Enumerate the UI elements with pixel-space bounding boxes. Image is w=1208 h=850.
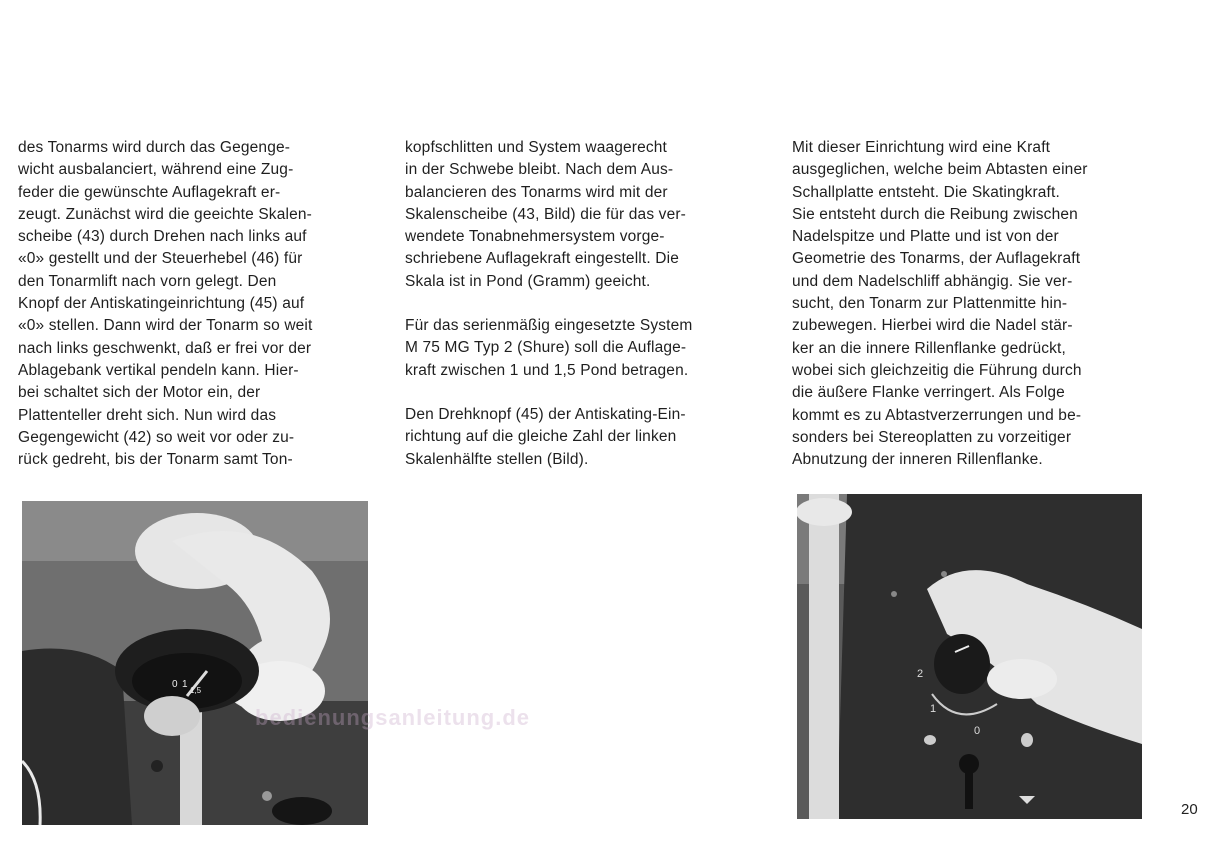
text-line: des Tonarms wird durch das Gegenge- [18, 139, 291, 156]
text-line: Skala ist in Pond (Gramm) geeicht. [405, 272, 651, 290]
page-number: 20 [1181, 801, 1198, 818]
text-line: zeugt. Zunächst wird die geeichte Skalen- [18, 205, 312, 223]
scale-label-1: 1 [930, 703, 937, 715]
text-line: feder die gewünschte Auflagekraft er- [18, 183, 281, 201]
text-column-3 [792, 137, 1142, 471]
text-line: Nadelspitze und Platte und ist von der [792, 228, 1059, 246]
watermark: bedienungsanleitung.de [255, 705, 531, 730]
text-line: M 75 MG Typ 2 (Shure) soll die Auflage- [405, 339, 687, 357]
text-line: schriebene Auflagekraft eingestellt. Die [405, 250, 679, 268]
text-line: zubewegen. Hierbei wird die Nadel stär- [792, 317, 1073, 335]
text-column-1 [18, 137, 363, 471]
text-line: Den Drehknopf (45) der Antiskating-Ein- [405, 405, 686, 423]
scale-label-2: 2 [917, 668, 924, 680]
paragraph-gap [405, 293, 750, 315]
text-line: richtung auf die gleiche Zahl der linken [405, 428, 677, 446]
text-line: und dem Nadelschliff abhängig. Sie ver- [792, 272, 1073, 290]
scale-label-0: 0 [172, 679, 178, 690]
text-line: wobei sich gleichzeitig die Führung durch [792, 361, 1082, 379]
text-line: Knopf der Antiskatingeinrichtung (45) auf [18, 295, 305, 313]
text-line: «0» stellen. Dann wird der Tonarm so weit [18, 317, 313, 335]
paragraph-gap [405, 382, 750, 404]
text-line: Geometrie des Tonarms, der Auflagekraft [792, 250, 1081, 268]
text-line: bei schaltet sich der Motor ein, der [18, 384, 261, 402]
scale-label-0: 0 [974, 725, 981, 737]
text-line: rück gedreht, bis der Tonarm samt Ton- [18, 451, 293, 469]
text-line: kommt es zu Abtastverzerrungen und be- [792, 406, 1082, 424]
text-line: nach links geschwenkt, daß er frei vor der [18, 339, 312, 357]
text-line: Abnutzung der inneren Rillenflanke. [792, 451, 1043, 469]
text-line: Gegengewicht (42) so weit vor oder zu- [18, 428, 295, 446]
text-line: scheibe (43) durch Drehen nach links auf [18, 228, 307, 246]
text-line: Mit dieser Einrichtung wird eine Kraft [792, 139, 1051, 156]
text-line: Ablagebank vertikal pendeln kann. Hier- [18, 361, 299, 379]
text-line: die äußere Flanke verringert. Als Folge [792, 384, 1065, 402]
text-line: Schallplatte entsteht. Die Skatingkraft. [792, 183, 1060, 201]
text-line: Plattenteller dreht sich. Nun wird das [18, 406, 277, 424]
scale-label-1: 1 [182, 679, 188, 690]
text-line: wendete Tonabnehmersystem vorge- [405, 228, 665, 246]
photo-antiskating-knob [797, 494, 1142, 819]
text-line: Skalenscheibe (43, Bild) die für das ver- [405, 205, 686, 223]
text-line: in der Schwebe bleibt. Nach dem Aus- [405, 161, 674, 179]
photo-tonearm-counterweight [22, 501, 368, 825]
text-line: kraft zwischen 1 und 1,5 Pond betragen. [405, 361, 689, 379]
text-line: Sie entsteht durch die Reibung zwischen [792, 205, 1078, 223]
text-line: Skalenhälfte stellen (Bild). [405, 450, 589, 468]
text-line: sonders bei Stereoplatten zu vorzeitiger [792, 428, 1072, 446]
text-line: den Tonarmlift nach vorn gelegt. Den [18, 272, 277, 290]
text-line: ausgeglichen, welche beim Abtasten einer [792, 161, 1088, 179]
text-line: kopfschlitten und System waagerecht [405, 139, 667, 156]
text-line: Für das serienmäßig eingesetzte System [405, 317, 693, 335]
text-line: «0» gestellt und der Steuerhebel (46) für [18, 250, 303, 268]
text-line: balancieren des Tonarms wird mit der [405, 183, 668, 201]
text-line: wicht ausbalanciert, während eine Zug- [18, 161, 294, 179]
text-line: ker an die innere Rillenflanke gedrückt, [792, 339, 1066, 357]
text-column-2 [405, 137, 750, 471]
scale-label-1-5: 1,5 [190, 686, 202, 695]
text-line: sucht, den Tonarm zur Plattenmitte hin- [792, 295, 1068, 313]
